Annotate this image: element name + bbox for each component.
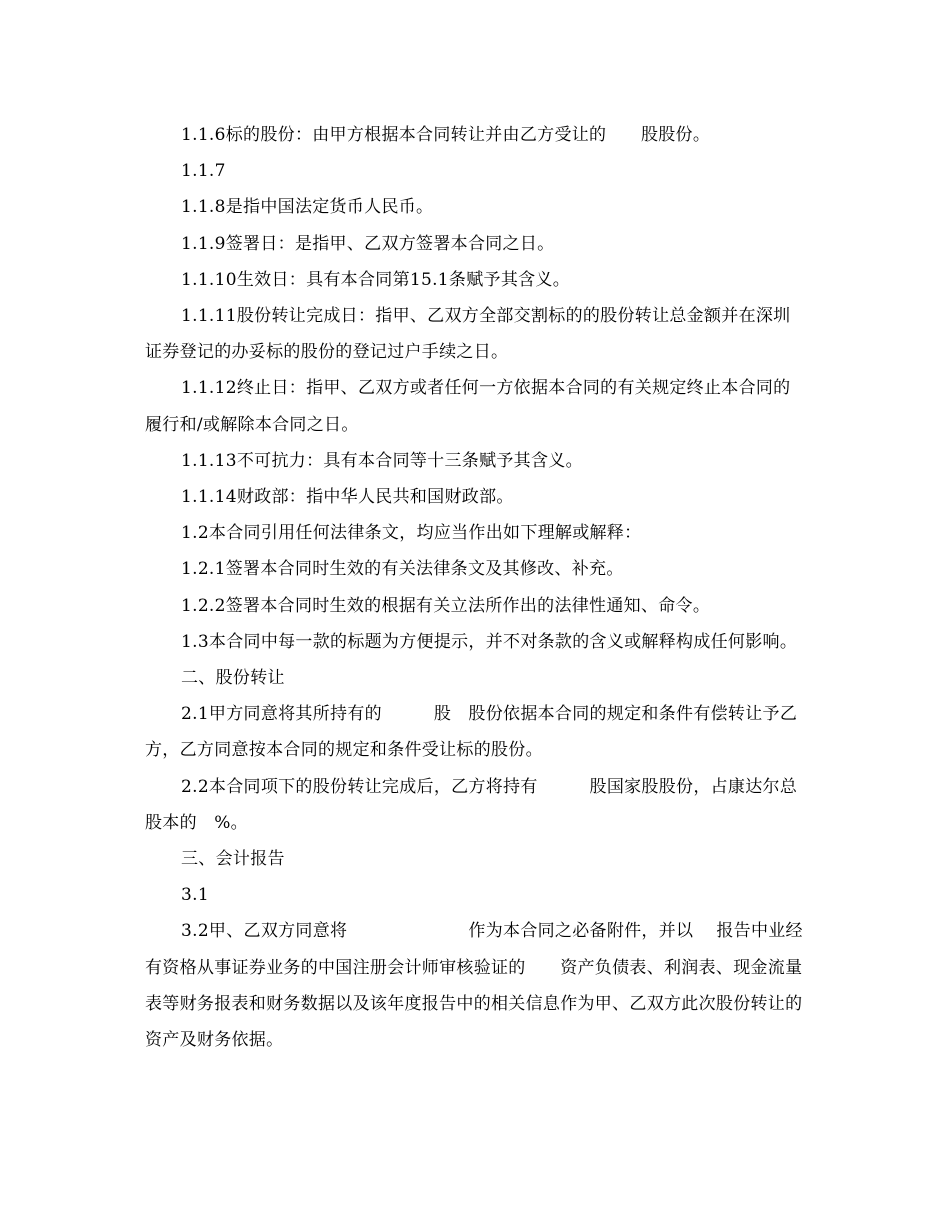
clause-1-1-6: 1.1.6标的股份：由甲方根据本合同转让并由乙方受让的 股股份。: [181, 125, 711, 145]
clause-1-1-12: 1.1.12终止日：指甲、乙双方或者任何一方依据本合同的有关规定终止本合同的履行和/或解除本合同之日。: [145, 378, 791, 435]
document-body: [145, 117, 805, 1058]
clause-1-1-9: 1.1.9签署日：是指甲、乙双方签署本合同之日。: [181, 233, 555, 254]
clause-1-2-1: 1.2.1签署本合同时生效的有关法律条文及其修改、补充。: [181, 559, 624, 580]
clause-1-1-14: 1.1.14财政部：指中华人民共和国财政部。: [181, 487, 514, 508]
section-heading-3: 三、会计报告: [181, 849, 285, 870]
clause-1-1-7: 1.1.7: [181, 161, 226, 182]
clause-2-1: 2.1甲方同意将其所持有的 股 股份依据本合同的规定和条件有偿转让予乙方，乙方同意按本合同的规定和条件受让标的股份。: [145, 704, 798, 761]
clause-1-2: 1.2本合同引用任何法律条文，均应当作出如下理解或解释：: [181, 523, 642, 544]
clause-1-1-8: 1.1.8是指中国法定货币人民币。: [181, 197, 434, 218]
clause-1-3: 1.3本合同中每一款的标题为方便提示，并不对条款的含义或解释构成任何影响。: [181, 631, 798, 652]
clause-3-1: 3.1: [181, 885, 209, 906]
clause-1-1-11: 1.1.11股份转让完成日：指甲、乙双方全部交割标的的股份转让总金额并在深圳证券登记的办妥标的股份的登记过户手续之日。: [145, 306, 791, 363]
clause-2-2: 2.2本合同项下的股份转让完成后，乙方将持有 股国家股股份，占康达尔总股本的 %。: [145, 776, 798, 833]
clause-1-1-10: 1.1.10生效日：具有本合同第15.1条赋予其含义。: [181, 269, 571, 290]
clause-1-1-13: 1.1.13不可抗力：具有本合同等十三条赋予其含义。: [181, 450, 583, 471]
clause-3-2: 3.2甲、乙双方同意将 作为本合同之必备附件，并以 报告中业经有资格从事证券业务的中国注册会计师审核验证的 资产负债表、利润表、现金流量表等财务报表和财务数据以及该年度报告中的相关信息作为甲、乙双方此次股份转让的资产及财务依据。: [145, 921, 803, 1051]
clause-1-2-2: 1.2.2签署本合同时生效的根据有关立法所作出的法律性通知、命令。: [181, 595, 711, 616]
section-heading-2: 二、股份转让: [181, 668, 285, 689]
